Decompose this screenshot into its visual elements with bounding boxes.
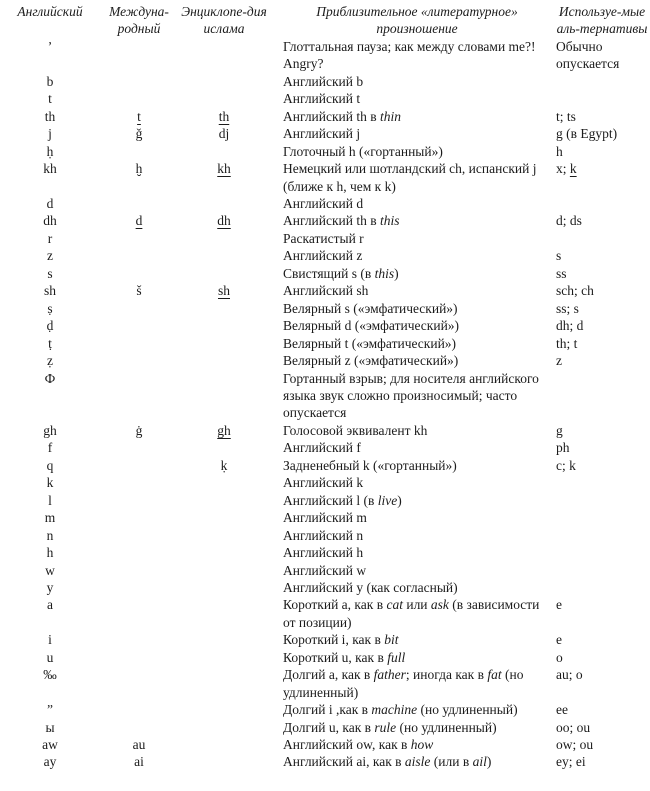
international-symbol-cell — [100, 596, 178, 631]
pronunciation-cell: Задненебный k («гортанный») — [283, 457, 457, 473]
international-symbol-cell: d — [135, 213, 143, 229]
encyclopedia-symbol-cell — [178, 230, 270, 247]
encyclopedia-symbol-cell — [178, 753, 270, 770]
international-symbol-cell: au — [132, 737, 146, 753]
alternatives-cell — [556, 370, 650, 422]
english-symbol-cell: ẓ — [47, 353, 53, 369]
table-row — [0, 439, 650, 456]
english-symbol-cell: i — [48, 632, 52, 648]
header-approximate-pronunciation: Приблизительное «литературное» произношение — [316, 4, 518, 37]
pronunciation-cell: Английский k — [283, 475, 364, 491]
header-encyclopedia-of-islam: Энциклопе-дия ислама — [181, 4, 267, 37]
encyclopedia-symbol-cell — [178, 195, 270, 212]
table-row — [0, 474, 650, 491]
pronunciation-cell: Велярный t («эмфатический») — [283, 335, 457, 351]
table-row — [0, 108, 650, 125]
alternatives-cell — [556, 509, 650, 526]
encyclopedia-symbol-cell — [178, 701, 270, 718]
table-row — [0, 212, 650, 229]
encyclopedia-symbol-cell — [178, 352, 270, 369]
pronunciation-cell: Долгий i ,как в machine (но удлиненный) — [283, 702, 518, 718]
encyclopedia-symbol-cell: gh — [217, 422, 231, 438]
english-symbol-cell: sh — [43, 283, 56, 299]
alternatives-cell — [556, 562, 650, 579]
table-row — [0, 125, 650, 142]
alternatives-cell: dh; d — [556, 318, 584, 334]
table-row — [0, 736, 650, 753]
pronunciation-cell: Английский j — [283, 126, 361, 142]
international-symbol-cell — [100, 300, 178, 317]
encyclopedia-symbol-cell — [178, 509, 270, 526]
pronunciation-cell: Английский y (как согласный) — [283, 579, 458, 595]
encyclopedia-symbol-cell — [178, 527, 270, 544]
encyclopedia-symbol-cell: dh — [217, 213, 231, 229]
table-row — [0, 649, 650, 666]
encyclopedia-symbol-cell — [178, 736, 270, 753]
table-row — [0, 230, 650, 247]
international-symbol-cell — [100, 527, 178, 544]
encyclopedia-symbol-cell — [178, 370, 270, 422]
international-symbol-cell — [100, 370, 178, 422]
encyclopedia-symbol-cell — [178, 73, 270, 90]
international-symbol-cell: ġ — [135, 422, 143, 438]
encyclopedia-symbol-cell — [178, 317, 270, 334]
table-row — [0, 422, 650, 439]
encyclopedia-symbol-cell — [178, 38, 270, 73]
encyclopedia-symbol-cell: th — [218, 108, 230, 124]
table-row — [0, 247, 650, 264]
english-symbol-cell: ṭ — [48, 335, 52, 351]
table-row — [0, 492, 650, 509]
pronunciation-cell: Английский l (в live) — [283, 492, 402, 508]
international-symbol-cell — [100, 509, 178, 526]
encyclopedia-symbol-cell — [178, 474, 270, 491]
international-symbol-cell — [100, 649, 178, 666]
english-symbol-cell: k — [46, 475, 54, 491]
international-symbol-cell — [100, 73, 178, 90]
pronunciation-cell: Долгий u, как в rule (но удлиненный) — [283, 719, 497, 735]
table-row — [0, 527, 650, 544]
pronunciation-cell: Английский n — [283, 527, 364, 543]
alternatives-cell — [556, 579, 650, 596]
international-symbol-cell — [100, 439, 178, 456]
pronunciation-cell: Велярный s («эмфатический») — [283, 300, 458, 316]
pronunciation-cell: Велярный d («эмфатический») — [283, 318, 460, 334]
table-row — [0, 352, 650, 369]
table-row — [0, 579, 650, 596]
english-symbol-cell: ‰ — [43, 667, 57, 683]
international-symbol-cell: t — [137, 108, 141, 124]
alternatives-cell: ey; ei — [556, 754, 586, 770]
table-row — [0, 719, 650, 736]
encyclopedia-symbol-cell — [178, 300, 270, 317]
english-symbol-cell: ay — [43, 754, 57, 770]
pronunciation-cell: Короткий u, как в full — [283, 649, 406, 665]
alternatives-cell: Обычно опускается — [556, 38, 620, 72]
alternatives-cell: z — [556, 353, 562, 369]
international-symbol-cell — [100, 265, 178, 282]
alternatives-cell: e — [556, 632, 562, 648]
english-symbol-cell: ḍ — [46, 318, 54, 334]
english-symbol-cell: ” — [47, 702, 53, 718]
english-symbol-cell: j — [48, 126, 52, 142]
english-symbol-cell: s — [47, 265, 53, 281]
alternatives-cell: o — [556, 649, 563, 665]
english-symbol-cell: n — [46, 527, 54, 543]
table-row — [0, 265, 650, 282]
table-row — [0, 300, 650, 317]
english-symbol-cell: f — [47, 440, 53, 456]
english-symbol-cell: th — [44, 108, 56, 124]
pronunciation-cell: Велярный z («эмфатический») — [283, 353, 459, 369]
alternatives-cell: au; o — [556, 667, 583, 683]
international-symbol-cell — [100, 90, 178, 107]
pronunciation-cell: Английский th в thin — [283, 108, 402, 124]
alternatives-cell: oo; ou — [556, 719, 591, 735]
international-symbol-cell — [100, 701, 178, 718]
international-symbol-cell: ḫ — [135, 161, 143, 177]
encyclopedia-symbol-cell: ḳ — [220, 457, 228, 473]
table-row — [0, 666, 650, 701]
pronunciation-cell: Гортанный взрыв; для носителя английского языка звук сложно произносимый; часто опускается — [283, 370, 539, 421]
pronunciation-cell: Короткий a, как в cat или ask (в зависимости от позиции) — [283, 597, 540, 630]
encyclopedia-symbol-cell — [178, 649, 270, 666]
international-symbol-cell — [100, 457, 178, 474]
alternatives-cell: d; ds — [556, 213, 582, 229]
table-row — [0, 90, 650, 107]
english-symbol-cell: r — [47, 230, 53, 246]
alternatives-cell: s — [556, 248, 562, 264]
alternatives-cell — [556, 90, 650, 107]
pronunciation-cell: Английский th в this — [283, 213, 400, 229]
pronunciation-cell: Глоточный h («гортанный») — [283, 143, 443, 159]
encyclopedia-symbol-cell — [178, 719, 270, 736]
alternatives-cell: ss; s — [556, 300, 579, 316]
encyclopedia-symbol-cell — [178, 265, 270, 282]
pronunciation-cell: Голосовой эквивалент kh — [283, 422, 428, 438]
pronunciation-cell: Английский z — [283, 248, 363, 264]
pronunciation-cell: Немецкий или шотландский ch, испанский j (ближе к h, чем к k) — [283, 161, 537, 194]
pronunciation-cell: Раскатистый r — [283, 230, 364, 246]
pronunciation-cell: Английский ai, как в aisle (или в ail) — [283, 754, 492, 770]
pronunciation-cell: Английский ow, как в how — [283, 737, 434, 753]
english-symbol-cell: y — [46, 579, 54, 595]
alternatives-cell — [556, 544, 650, 561]
english-symbol-cell: t — [48, 91, 52, 107]
english-symbol-cell: w — [45, 562, 55, 578]
table-row — [0, 457, 650, 474]
table-row — [0, 73, 650, 90]
international-symbol-cell — [100, 474, 178, 491]
pronunciation-cell: Английский f — [283, 440, 361, 456]
international-symbol-cell — [100, 492, 178, 509]
alternatives-cell — [556, 73, 650, 90]
pronunciation-cell: Английский d — [283, 195, 364, 211]
international-symbol-cell — [100, 143, 178, 160]
alternatives-cell: th; t — [556, 335, 578, 351]
encyclopedia-symbol-cell — [178, 492, 270, 509]
encyclopedia-symbol-cell — [178, 143, 270, 160]
international-symbol-cell — [100, 579, 178, 596]
alternatives-cell: e — [556, 597, 562, 613]
english-symbol-cell: b — [46, 73, 54, 89]
english-symbol-cell: Ф — [44, 370, 56, 386]
english-symbol-cell: aw — [42, 737, 58, 753]
pronunciation-cell: Английский t — [283, 91, 361, 107]
table-row — [0, 143, 650, 160]
encyclopedia-symbol-cell — [178, 562, 270, 579]
international-symbol-cell — [100, 352, 178, 369]
pronunciation-cell: Английский m — [283, 510, 367, 526]
pronunciation-cell: Долгий a, как в father; иногда как в fat (но удлиненный) — [283, 667, 524, 700]
alternatives-cell: h — [556, 143, 563, 159]
pronunciation-cell: Свистящий s (в this) — [283, 265, 399, 281]
international-symbol-cell: ai — [134, 754, 144, 770]
header-international: Междуна-родный — [109, 4, 169, 37]
pronunciation-cell: Английский sh — [283, 283, 369, 299]
alternatives-cell — [556, 230, 650, 247]
english-symbol-cell: ṣ — [47, 300, 53, 316]
english-symbol-cell: h — [46, 545, 54, 561]
encyclopedia-symbol-cell — [178, 90, 270, 107]
english-symbol-cell: q — [46, 457, 54, 473]
table-row — [0, 317, 650, 334]
encyclopedia-symbol-cell — [178, 335, 270, 352]
alternatives-cell: ph — [556, 440, 570, 456]
alternatives-cell: ss — [556, 265, 567, 281]
international-symbol-cell — [100, 195, 178, 212]
table-header-row — [0, 3, 650, 38]
alternatives-cell: ow; ou — [556, 737, 594, 753]
international-symbol-cell: š — [136, 283, 142, 299]
english-symbol-cell: ы — [45, 719, 55, 735]
international-symbol-cell — [100, 317, 178, 334]
table-row — [0, 596, 650, 631]
alternatives-cell: x; k — [556, 161, 577, 177]
encyclopedia-symbol-cell — [178, 596, 270, 631]
alternatives-cell — [556, 195, 650, 212]
table-row — [0, 160, 650, 195]
encyclopedia-symbol-cell: dj — [218, 126, 230, 142]
header-english: Английский — [17, 4, 83, 19]
pronunciation-cell: Глоттальная пауза; как между словами me?! Angry? — [283, 38, 536, 72]
table-row — [0, 631, 650, 648]
english-symbol-cell: dh — [43, 213, 57, 229]
international-symbol-cell: ǧ — [135, 126, 143, 142]
table-row — [0, 544, 650, 561]
table-row — [0, 370, 650, 422]
international-symbol-cell — [100, 562, 178, 579]
encyclopedia-symbol-cell — [178, 439, 270, 456]
international-symbol-cell — [100, 631, 178, 648]
alternatives-cell: g (в Egypt) — [556, 126, 618, 142]
table-row — [0, 38, 650, 73]
encyclopedia-symbol-cell: sh — [217, 283, 230, 299]
encyclopedia-symbol-cell: kh — [217, 161, 231, 177]
english-symbol-cell: ’ — [47, 38, 53, 54]
alternatives-cell — [556, 527, 650, 544]
english-symbol-cell: gh — [43, 422, 57, 438]
encyclopedia-symbol-cell — [178, 666, 270, 701]
table-body — [0, 38, 650, 771]
alternatives-cell: t; ts — [556, 108, 576, 124]
pronunciation-cell: Английский h — [283, 545, 364, 561]
table-row — [0, 753, 650, 770]
international-symbol-cell — [100, 544, 178, 561]
encyclopedia-symbol-cell — [178, 631, 270, 648]
pronunciation-cell: Английский b — [283, 73, 364, 89]
english-symbol-cell: a — [47, 597, 53, 613]
international-symbol-cell — [100, 719, 178, 736]
international-symbol-cell — [100, 38, 178, 73]
english-symbol-cell: kh — [43, 161, 57, 177]
encyclopedia-symbol-cell — [178, 544, 270, 561]
alternatives-cell — [556, 474, 650, 491]
table-row — [0, 195, 650, 212]
table-row — [0, 282, 650, 299]
international-symbol-cell — [100, 335, 178, 352]
table-row — [0, 509, 650, 526]
international-symbol-cell — [100, 247, 178, 264]
pronunciation-cell: Английский w — [283, 562, 367, 578]
table-row — [0, 701, 650, 718]
alternatives-cell: c; k — [556, 457, 576, 473]
table-row — [0, 562, 650, 579]
encyclopedia-symbol-cell — [178, 579, 270, 596]
english-symbol-cell: u — [46, 649, 54, 665]
header-used-alternatives: Используе-мые аль-тернативы — [556, 4, 648, 37]
table-row — [0, 335, 650, 352]
english-symbol-cell: d — [46, 195, 54, 211]
alternatives-cell: g — [556, 422, 563, 438]
english-symbol-cell: z — [47, 248, 53, 264]
pronunciation-cell: Короткий i, как в bit — [283, 632, 399, 648]
alternatives-cell: ee — [556, 702, 568, 718]
alternatives-cell: sch; ch — [556, 283, 594, 299]
english-symbol-cell: ḥ — [46, 143, 54, 159]
english-symbol-cell: m — [44, 510, 56, 526]
international-symbol-cell — [100, 666, 178, 701]
alternatives-cell — [556, 492, 650, 509]
english-symbol-cell: l — [48, 492, 52, 508]
encyclopedia-symbol-cell — [178, 247, 270, 264]
international-symbol-cell — [100, 230, 178, 247]
